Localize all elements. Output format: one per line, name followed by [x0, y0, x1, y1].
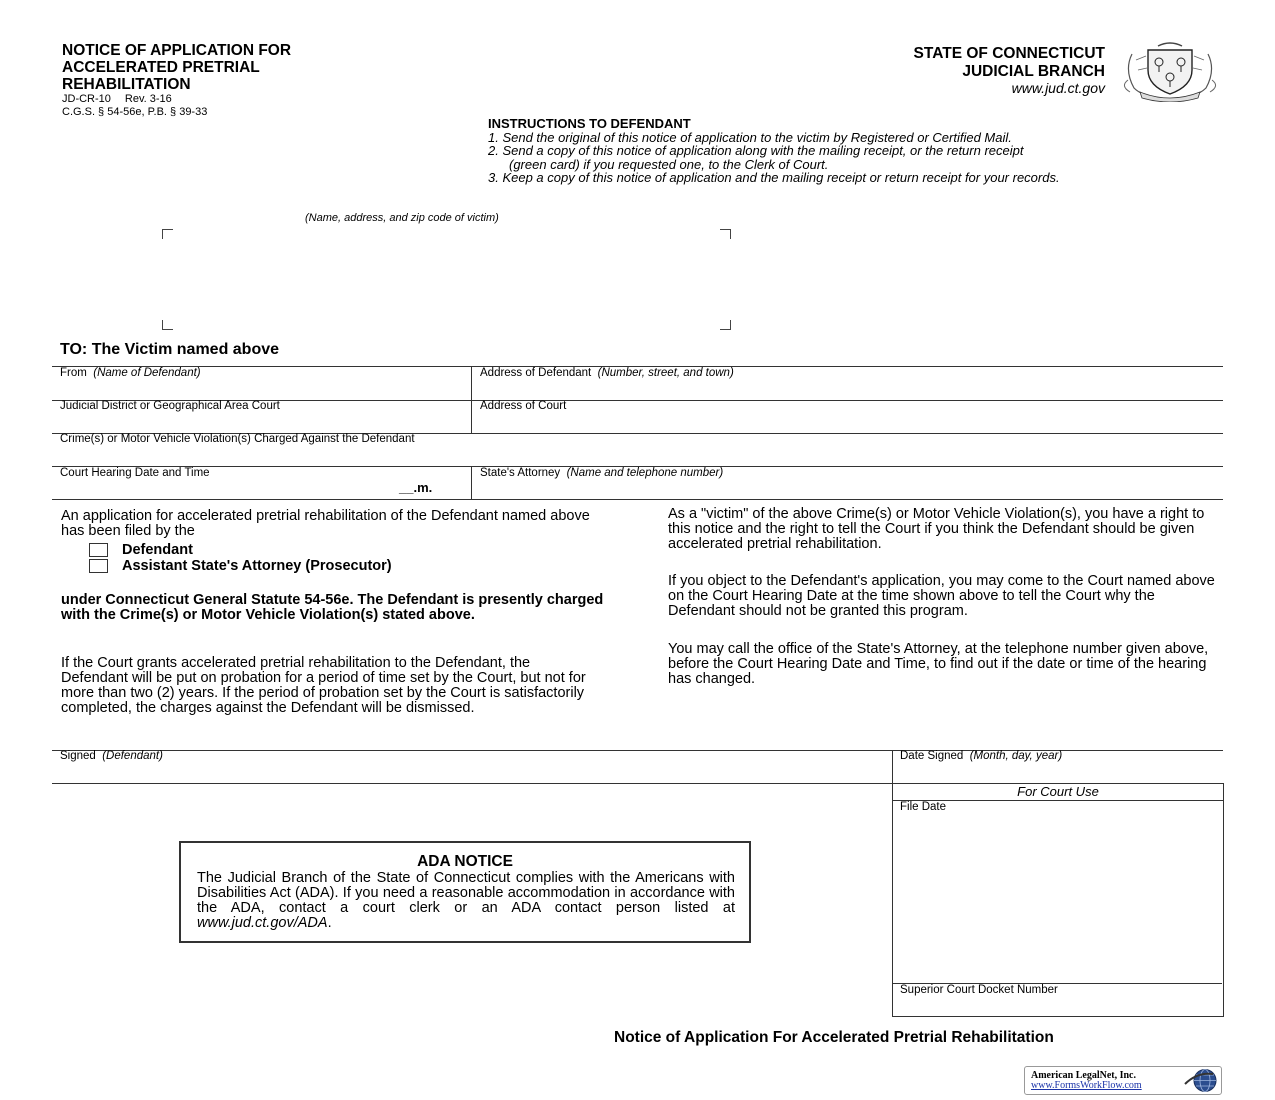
signed-label: Signed: [60, 750, 96, 762]
defendant-address-label: Address of Defendant: [480, 367, 592, 379]
court-field[interactable]: Judicial District or Geographical Area Court: [60, 400, 280, 412]
address-window-corner: [162, 320, 173, 330]
website-link[interactable]: www.jud.ct.gov: [1011, 80, 1105, 96]
contact-attorney-text: You may call the office of the State's Attorney, at the telephone number given above, before the Court Hearing Date and Time, to find out if the date or time of the hearing has changed.: [668, 641, 1209, 687]
from-field[interactable]: [60, 367, 201, 379]
ada-notice: [179, 841, 751, 943]
state-seal-icon: [1118, 40, 1222, 102]
instruction-line: 2. Send a copy of this notice of application along with the mailing receipt, or the return receipt: [488, 143, 1024, 158]
address-window-corner: [720, 320, 731, 330]
date-signed-label: Date Signed: [900, 750, 964, 762]
hearing-meridiem: __.m.: [399, 480, 433, 495]
vendor-badge[interactable]: [1024, 1066, 1222, 1095]
ada-link[interactable]: www.jud.ct.gov/ADA: [197, 915, 328, 931]
state-name: STATE OF CONNECTICUT: [913, 45, 1105, 62]
option-defendant-label: Defendant: [122, 541, 193, 558]
instructions-heading: INSTRUCTIONS TO DEFENDANT: [488, 116, 691, 131]
ada-body-text: The Judicial Branch of the State of Connecticut complies with the Americans with Disabilities Act (ADA). If you need a reasonable accommodation in accordance with the ADA, contact a court clerk or an ADA contact person listed at: [197, 870, 735, 916]
instruction-line: (green card) if you requested one, to the Clerk of Court.: [509, 156, 829, 172]
instructions-block: [488, 117, 1248, 185]
states-attorney-hint: (Name and telephone number): [566, 467, 724, 479]
defendant-address-field[interactable]: [480, 367, 734, 379]
field-divider: [471, 366, 472, 433]
application-intro: An application for accelerated pretrial rehabilitation of the Defendant named above has been filed by the: [61, 508, 590, 539]
victim-rights-text: As a "victim" of the above Crime(s) or Motor Vehicle Violation(s), you have a right to this notice and the right to tell the Court if you think the Defendant should be given accelerated pretrial rehabilitation.: [668, 506, 1205, 552]
statute-reference: C.G.S. § 54-56e, P.B. § 39-33: [62, 106, 208, 118]
left-column: [61, 509, 616, 574]
defendant-address-hint: (Number, street, and town): [597, 367, 734, 379]
ada-title: ADA NOTICE: [417, 853, 513, 870]
court-address-field[interactable]: Address of Court: [480, 400, 567, 412]
form-number-block: [62, 93, 207, 119]
form-title-line-3: REHABILITATION: [62, 76, 191, 93]
option-prosecutor-label: Assistant State's Attorney (Prosecutor): [122, 557, 392, 574]
vendor-url[interactable]: www.FormsWorkFlow.com: [1031, 1080, 1142, 1091]
states-attorney-label: State's Attorney: [480, 467, 561, 479]
charges-field[interactable]: Crime(s) or Motor Vehicle Violation(s) Charged Against the Defendant: [60, 433, 415, 445]
instruction-line: 1. Send the original of this notice of application to the victim by Registered or Certified Mail.: [488, 129, 1012, 145]
signed-hint: (Defendant): [102, 750, 163, 762]
branch-name: JUDICIAL BRANCH: [962, 63, 1105, 80]
form-number: JD-CR-10: [62, 93, 111, 105]
field-divider: [52, 783, 892, 784]
checkbox-defendant[interactable]: [89, 543, 108, 557]
docket-number-field[interactable]: Superior Court Docket Number: [900, 984, 1058, 996]
hearing-date-field[interactable]: Court Hearing Date and Time: [60, 467, 210, 479]
objection-text: If you object to the Defendant's application, you may come to the Court named above on the Court Hearing Date at the time shown above to tell the Court why the Defendant should not be granted this program.: [668, 573, 1215, 619]
right-column: [668, 507, 1216, 702]
signed-field[interactable]: [60, 750, 163, 762]
issuer-block: [914, 45, 1105, 81]
instruction-line: 3. Keep a copy of this notice of application and the mailing receipt or return receipt for your records.: [488, 170, 1060, 185]
option-defendant[interactable]: [89, 542, 616, 558]
form-title-line-1: NOTICE OF APPLICATION FOR: [62, 42, 292, 59]
states-attorney-field[interactable]: [480, 467, 723, 479]
form-title-line-2: ACCELERATED PRETRIAL: [62, 59, 260, 76]
to-line: TO: The Victim named above: [60, 341, 280, 358]
field-divider: [892, 750, 893, 783]
date-signed-hint: (Month, day, year): [969, 750, 1063, 762]
date-signed-field[interactable]: [900, 750, 1062, 762]
ada-end: .: [327, 915, 332, 931]
option-prosecutor[interactable]: [89, 558, 616, 574]
form-title: [62, 42, 422, 93]
footer-title: Notice of Application For Accelerated Pretrial Rehabilitation: [614, 1029, 1054, 1046]
checkbox-prosecutor[interactable]: [89, 559, 108, 573]
probation-text: If the Court grants accelerated pretrial rehabilitation to the Defendant, the Defendant will be put on probation for a period of time set by the Court, but not for more than two (2) years. If the period of probation set by the Court is satisfactorily completed, the charges against the Defendant will be dismissed.: [61, 655, 586, 716]
form-revision: Rev. 3-16: [124, 93, 172, 105]
from-label: From: [60, 367, 87, 379]
victim-address-caption: (Name, address, and zip code of victim): [305, 212, 499, 224]
vendor-name: American LegalNet, Inc.: [1031, 1070, 1136, 1081]
statute-text: under Connecticut General Statute 54-56e. The Defendant is presently charged with the Crime(s) or Motor Vehicle Violation(s) stated above.: [61, 592, 604, 623]
from-hint: (Name of Defendant): [93, 367, 201, 379]
field-divider: [471, 466, 472, 499]
ada-body: [181, 871, 749, 931]
field-divider: [52, 499, 1223, 500]
file-date-field[interactable]: File Date: [900, 801, 947, 813]
address-window-corner: [720, 229, 731, 239]
address-window-corner: [162, 229, 173, 239]
globe-logo-icon: [1183, 1068, 1219, 1093]
court-use-heading: For Court Use: [892, 783, 1224, 801]
